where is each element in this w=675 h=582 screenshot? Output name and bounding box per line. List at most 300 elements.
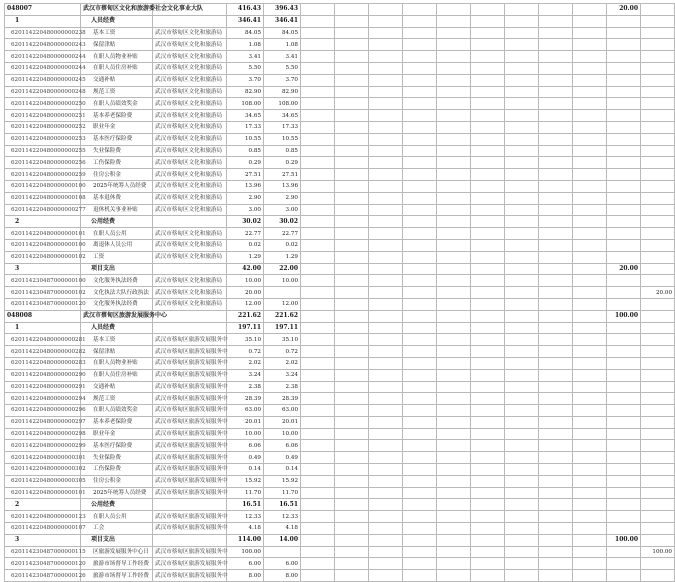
cell-c8 xyxy=(369,570,403,582)
cell-c15 xyxy=(607,133,641,145)
cell-c13 xyxy=(539,110,573,122)
cell-c3: 武汉市蔡甸区旅游发展服务中 xyxy=(153,357,227,369)
table-row xyxy=(5,334,675,346)
cell-c15 xyxy=(607,570,641,582)
cell-c4: 42.00 xyxy=(227,263,264,275)
cell-c13 xyxy=(539,558,573,570)
cell-c11 xyxy=(471,239,505,251)
cell-c10 xyxy=(437,145,471,157)
cell-c6 xyxy=(301,287,335,299)
cell-c6 xyxy=(301,157,335,169)
cell-c8 xyxy=(369,4,403,16)
cell-c3: 武汉市蔡甸区文化和旅游局 xyxy=(153,110,227,122)
cell-c8 xyxy=(369,204,403,216)
cell-c14 xyxy=(573,180,607,192)
cell-c1: 620114230487000000100 xyxy=(5,275,81,287)
cell-c9 xyxy=(403,369,437,381)
table-row xyxy=(5,487,675,499)
cell-c6 xyxy=(301,322,335,334)
cell-c11 xyxy=(471,440,505,452)
cell-c2: 在职人员公用 xyxy=(81,228,153,240)
cell-c15: 100.00 xyxy=(607,534,641,546)
cell-c3: 武汉市蔡甸区文化和旅游局 xyxy=(153,121,227,133)
cell-c9 xyxy=(403,452,437,464)
cell-c6 xyxy=(301,239,335,251)
table-row xyxy=(5,381,675,393)
cell-c11 xyxy=(471,110,505,122)
cell-c16 xyxy=(641,180,675,192)
cell-c16 xyxy=(641,499,675,511)
cell-c14 xyxy=(573,86,607,98)
cell-c11 xyxy=(471,334,505,346)
cell-c3: 武汉市蔡甸区旅游发展服务中 xyxy=(153,381,227,393)
cell-c1: 048008 xyxy=(5,310,81,322)
cell-c1: 620114220480000000101 xyxy=(5,487,81,499)
cell-c5: 15.92 xyxy=(264,475,301,487)
cell-c10 xyxy=(437,204,471,216)
cell-c3: 武汉市蔡甸区文化和旅游局 xyxy=(153,145,227,157)
cell-c7 xyxy=(335,4,369,16)
cell-c4: 84.05 xyxy=(227,27,264,39)
cell-c11 xyxy=(471,452,505,464)
cell-c13 xyxy=(539,216,573,228)
cell-c1: 620114230487000000126 xyxy=(5,570,81,582)
cell-c12 xyxy=(505,405,539,417)
cell-c5: 0.49 xyxy=(264,452,301,464)
cell-c15 xyxy=(607,121,641,133)
table-row xyxy=(5,133,675,145)
cell-c2: 失业保险费 xyxy=(81,452,153,464)
cell-c16 xyxy=(641,334,675,346)
cell-c4: 22.77 xyxy=(227,228,264,240)
cell-c4: 5.50 xyxy=(227,62,264,74)
cell-c2: 失业保险费 xyxy=(81,145,153,157)
cell-c4: 3.00 xyxy=(227,204,264,216)
cell-c10 xyxy=(437,298,471,310)
cell-c10 xyxy=(437,381,471,393)
cell-c14 xyxy=(573,416,607,428)
cell-c16 xyxy=(641,145,675,157)
cell-c4: 108.00 xyxy=(227,98,264,110)
cell-c8 xyxy=(369,239,403,251)
cell-c11 xyxy=(471,511,505,523)
cell-c5: 2.90 xyxy=(264,192,301,204)
cell-c10 xyxy=(437,121,471,133)
cell-c9 xyxy=(403,523,437,535)
cell-c10 xyxy=(437,322,471,334)
cell-c16 xyxy=(641,416,675,428)
cell-c8 xyxy=(369,157,403,169)
cell-c9 xyxy=(403,464,437,476)
cell-c11 xyxy=(471,192,505,204)
cell-c16 xyxy=(641,98,675,110)
cell-c5: 0.29 xyxy=(264,157,301,169)
cell-c6 xyxy=(301,428,335,440)
cell-c2: 公用经费 xyxy=(81,216,153,228)
cell-c16 xyxy=(641,204,675,216)
cell-c2: 基本退休费 xyxy=(81,192,153,204)
cell-c12 xyxy=(505,499,539,511)
cell-c9 xyxy=(403,216,437,228)
cell-c11 xyxy=(471,393,505,405)
cell-c7 xyxy=(335,133,369,145)
cell-c12 xyxy=(505,464,539,476)
cell-c7 xyxy=(335,169,369,181)
cell-c7 xyxy=(335,523,369,535)
cell-c6 xyxy=(301,570,335,582)
cell-c8 xyxy=(369,51,403,63)
cell-c14 xyxy=(573,487,607,499)
cell-c6 xyxy=(301,487,335,499)
cell-c3: 武汉市蔡甸区文化和旅游局 xyxy=(153,204,227,216)
cell-c3 xyxy=(153,263,227,275)
cell-c1: 620114220480000000282 xyxy=(5,346,81,358)
cell-c11 xyxy=(471,287,505,299)
cell-c3: 武汉市蔡甸区旅游发展服务中 xyxy=(153,346,227,358)
cell-c2: 在职人员物业补贴 xyxy=(81,357,153,369)
cell-c8 xyxy=(369,464,403,476)
cell-c10 xyxy=(437,192,471,204)
cell-c8 xyxy=(369,381,403,393)
cell-c14 xyxy=(573,428,607,440)
table-row xyxy=(5,121,675,133)
cell-c3: 武汉市蔡甸区文化和旅游局 xyxy=(153,192,227,204)
cell-c7 xyxy=(335,74,369,86)
cell-c4: 63.00 xyxy=(227,405,264,417)
cell-c16 xyxy=(641,428,675,440)
cell-c12 xyxy=(505,39,539,51)
cell-c14 xyxy=(573,169,607,181)
cell-c4: 4.18 xyxy=(227,523,264,535)
cell-c1: 620114220480000000100 xyxy=(5,239,81,251)
cell-c14 xyxy=(573,511,607,523)
cell-c16 xyxy=(641,51,675,63)
cell-c8 xyxy=(369,263,403,275)
cell-c11 xyxy=(471,322,505,334)
cell-c8 xyxy=(369,440,403,452)
cell-c1: 620114220480000000245 xyxy=(5,74,81,86)
cell-c7 xyxy=(335,51,369,63)
cell-c2: 项目支出 xyxy=(81,263,153,275)
cell-c5: 82.90 xyxy=(264,86,301,98)
table-row xyxy=(5,228,675,240)
cell-c3: 武汉市蔡甸区文化和旅游局 xyxy=(153,169,227,181)
cell-c2: 2025年统筹人员经费 xyxy=(81,487,153,499)
cell-c7 xyxy=(335,275,369,287)
cell-c5: 22.77 xyxy=(264,228,301,240)
cell-c6 xyxy=(301,251,335,263)
cell-c16 xyxy=(641,405,675,417)
cell-c10 xyxy=(437,452,471,464)
cell-c8 xyxy=(369,346,403,358)
cell-c3: 武汉市蔡甸区旅游发展服务中 xyxy=(153,334,227,346)
cell-c10 xyxy=(437,180,471,192)
cell-c12 xyxy=(505,15,539,27)
table-row xyxy=(5,169,675,181)
cell-c16 xyxy=(641,346,675,358)
cell-c4: 30.02 xyxy=(227,216,264,228)
cell-c16 xyxy=(641,86,675,98)
cell-c12 xyxy=(505,192,539,204)
cell-c14 xyxy=(573,27,607,39)
cell-c2: 基本工资 xyxy=(81,334,153,346)
cell-c6 xyxy=(301,534,335,546)
cell-c9 xyxy=(403,381,437,393)
cell-c9 xyxy=(403,74,437,86)
cell-c12 xyxy=(505,62,539,74)
cell-c10 xyxy=(437,239,471,251)
cell-c14 xyxy=(573,558,607,570)
cell-c5: 5.50 xyxy=(264,62,301,74)
cell-c2: 基本养老保险费 xyxy=(81,416,153,428)
cell-c7 xyxy=(335,145,369,157)
cell-c9 xyxy=(403,475,437,487)
cell-c13 xyxy=(539,98,573,110)
cell-c4: 28.39 xyxy=(227,393,264,405)
cell-c14 xyxy=(573,440,607,452)
cell-c2: 离退休人员公用 xyxy=(81,239,153,251)
cell-c1: 620114220480000000281 xyxy=(5,334,81,346)
cell-c15 xyxy=(607,558,641,570)
cell-c9 xyxy=(403,405,437,417)
cell-c13 xyxy=(539,357,573,369)
cell-c13 xyxy=(539,275,573,287)
cell-c5: 2.02 xyxy=(264,357,301,369)
cell-c1: 1 xyxy=(5,322,81,334)
cell-c3 xyxy=(153,499,227,511)
cell-c13 xyxy=(539,346,573,358)
cell-c10 xyxy=(437,357,471,369)
cell-c1: 620114220480000000107 xyxy=(5,523,81,535)
cell-c13 xyxy=(539,121,573,133)
cell-c11 xyxy=(471,74,505,86)
cell-c4: 10.00 xyxy=(227,275,264,287)
cell-c10 xyxy=(437,51,471,63)
cell-c6 xyxy=(301,475,335,487)
cell-c1: 620114220480000000302 xyxy=(5,464,81,476)
cell-c5: 10.00 xyxy=(264,275,301,287)
cell-c12 xyxy=(505,440,539,452)
cell-c2: 规范工资 xyxy=(81,393,153,405)
cell-c2: 在职人员物业补贴 xyxy=(81,51,153,63)
cell-c16 xyxy=(641,440,675,452)
cell-c16 xyxy=(641,487,675,499)
cell-c13 xyxy=(539,334,573,346)
cell-c14 xyxy=(573,287,607,299)
cell-c1: 620114220480000000255 xyxy=(5,145,81,157)
cell-c2: 在职人员公用 xyxy=(81,511,153,523)
cell-c13 xyxy=(539,145,573,157)
cell-c3: 武汉市蔡甸区旅游发展服务中 xyxy=(153,416,227,428)
cell-c2: 保留津贴 xyxy=(81,39,153,51)
cell-c5: 1.29 xyxy=(264,251,301,263)
cell-c15 xyxy=(607,74,641,86)
cell-c11 xyxy=(471,263,505,275)
cell-c10 xyxy=(437,534,471,546)
cell-c2: 人员经费 xyxy=(81,322,153,334)
cell-c16 xyxy=(641,381,675,393)
cell-c12 xyxy=(505,393,539,405)
cell-c11 xyxy=(471,121,505,133)
cell-c14 xyxy=(573,216,607,228)
cell-c4: 6.06 xyxy=(227,440,264,452)
cell-c7 xyxy=(335,239,369,251)
cell-c11 xyxy=(471,487,505,499)
cell-c10 xyxy=(437,346,471,358)
cell-c2: 旅游市场督导工作经费 xyxy=(81,570,153,582)
cell-c8 xyxy=(369,428,403,440)
cell-c8 xyxy=(369,475,403,487)
cell-c5: 16.51 xyxy=(264,499,301,511)
cell-c16: 100.00 xyxy=(641,546,675,558)
cell-c8 xyxy=(369,287,403,299)
cell-c2: 基本医疗保险费 xyxy=(81,133,153,145)
cell-c15 xyxy=(607,334,641,346)
cell-c4: 12.33 xyxy=(227,511,264,523)
cell-c14 xyxy=(573,346,607,358)
cell-c14 xyxy=(573,74,607,86)
cell-c2: 文化服务执法经费 xyxy=(81,298,153,310)
cell-c5: 6.06 xyxy=(264,440,301,452)
cell-c13 xyxy=(539,180,573,192)
cell-c6 xyxy=(301,298,335,310)
cell-c10 xyxy=(437,405,471,417)
cell-c6 xyxy=(301,381,335,393)
cell-c4: 0.85 xyxy=(227,145,264,157)
table-row xyxy=(5,51,675,63)
cell-c1: 620114220480000000250 xyxy=(5,98,81,110)
unit-row xyxy=(5,310,675,322)
cell-c16 xyxy=(641,369,675,381)
cell-c9 xyxy=(403,86,437,98)
cell-c12 xyxy=(505,546,539,558)
cell-c1: 620114220480000000102 xyxy=(5,251,81,263)
cell-c16 xyxy=(641,133,675,145)
cell-c5 xyxy=(264,287,301,299)
cell-c9 xyxy=(403,4,437,16)
cell-c8 xyxy=(369,15,403,27)
table-row xyxy=(5,546,675,558)
cell-c14 xyxy=(573,15,607,27)
cell-c11 xyxy=(471,298,505,310)
cell-c16 xyxy=(641,121,675,133)
cell-c11 xyxy=(471,428,505,440)
cell-c14 xyxy=(573,275,607,287)
cell-c6 xyxy=(301,74,335,86)
cell-c12 xyxy=(505,133,539,145)
cell-c15 xyxy=(607,546,641,558)
cell-c15 xyxy=(607,440,641,452)
cell-c16 xyxy=(641,523,675,535)
cell-c10 xyxy=(437,369,471,381)
cell-c14 xyxy=(573,452,607,464)
cell-c1: 620114220480000000277 xyxy=(5,204,81,216)
cell-c10 xyxy=(437,558,471,570)
cell-c6 xyxy=(301,110,335,122)
cell-c13 xyxy=(539,464,573,476)
cell-c6 xyxy=(301,334,335,346)
cell-c4: 1.29 xyxy=(227,251,264,263)
cell-c9 xyxy=(403,145,437,157)
cell-c1: 620114220480000000283 xyxy=(5,357,81,369)
table-row xyxy=(5,145,675,157)
table-row xyxy=(5,405,675,417)
cell-c5: 63.00 xyxy=(264,405,301,417)
cell-c4: 100.00 xyxy=(227,546,264,558)
cell-c11 xyxy=(471,534,505,546)
cell-c12 xyxy=(505,511,539,523)
cell-c14 xyxy=(573,405,607,417)
cell-c3 xyxy=(153,216,227,228)
cell-c11 xyxy=(471,133,505,145)
cell-c13 xyxy=(539,169,573,181)
cell-c4: 11.70 xyxy=(227,487,264,499)
cell-c16 xyxy=(641,452,675,464)
cell-c3: 武汉市蔡甸区旅游发展服务中 xyxy=(153,393,227,405)
cell-c8 xyxy=(369,39,403,51)
cell-c3: 武汉市蔡甸区旅游发展服务中 xyxy=(153,558,227,570)
cell-c5: 12.00 xyxy=(264,298,301,310)
cell-c4: 114.00 xyxy=(227,534,264,546)
cell-c15 xyxy=(607,39,641,51)
cell-c15 xyxy=(607,452,641,464)
cell-c2: 住房公积金 xyxy=(81,475,153,487)
cell-c3: 武汉市蔡甸区文化和旅游局 xyxy=(153,27,227,39)
table-row xyxy=(5,251,675,263)
cell-c4: 346.41 xyxy=(227,15,264,27)
cell-c1: 3 xyxy=(5,534,81,546)
cell-c7 xyxy=(335,204,369,216)
table-row xyxy=(5,357,675,369)
cell-c13 xyxy=(539,239,573,251)
cell-c9 xyxy=(403,357,437,369)
cell-c14 xyxy=(573,110,607,122)
cell-c15 xyxy=(607,157,641,169)
cell-c2: 人员经费 xyxy=(81,15,153,27)
cell-c12 xyxy=(505,357,539,369)
cell-c11 xyxy=(471,27,505,39)
cell-c12 xyxy=(505,534,539,546)
cell-c5: 34.65 xyxy=(264,110,301,122)
cell-c13 xyxy=(539,39,573,51)
cell-c14 xyxy=(573,334,607,346)
cell-c8 xyxy=(369,62,403,74)
cell-c5: 28.39 xyxy=(264,393,301,405)
cell-c1: 620114220480000000238 xyxy=(5,27,81,39)
cell-c1: 620114220480000000251 xyxy=(5,110,81,122)
cell-c11 xyxy=(471,369,505,381)
cell-c8 xyxy=(369,275,403,287)
unit-row xyxy=(5,4,675,16)
cell-c7 xyxy=(335,428,369,440)
cell-c8 xyxy=(369,251,403,263)
cell-c4: 197.11 xyxy=(227,322,264,334)
cell-c3: 武汉市蔡甸区旅游发展服务中 xyxy=(153,464,227,476)
cell-c6 xyxy=(301,405,335,417)
cell-c13 xyxy=(539,204,573,216)
cell-c4: 221.62 xyxy=(227,310,264,322)
cell-c1: 2 xyxy=(5,499,81,511)
table-row xyxy=(5,239,675,251)
cell-c9 xyxy=(403,275,437,287)
cell-c7 xyxy=(335,287,369,299)
cell-c13 xyxy=(539,487,573,499)
cell-c13 xyxy=(539,405,573,417)
cell-c3: 武汉市蔡甸区文化和旅游局 xyxy=(153,275,227,287)
cell-c12 xyxy=(505,121,539,133)
cell-c10 xyxy=(437,15,471,27)
cell-c10 xyxy=(437,169,471,181)
